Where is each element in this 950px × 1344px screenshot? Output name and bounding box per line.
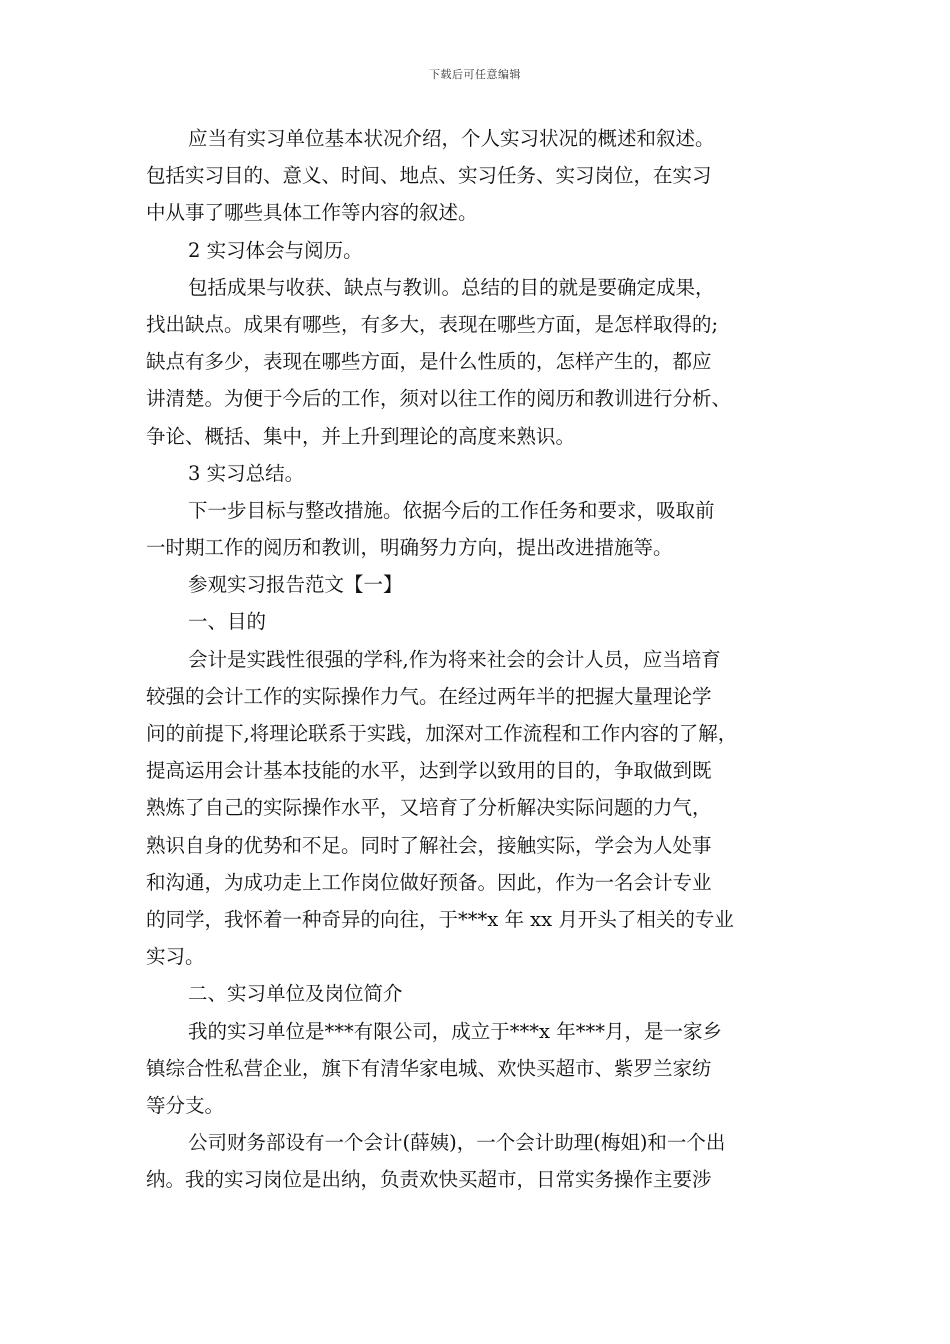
text-line: 缺点有多少，表现在哪些方面，是什么性质的，怎样产生的，都应 [146, 350, 712, 374]
text-line: 3 实习总结。 [188, 461, 305, 485]
text-line: 我的实习单位是***有限公司，成立于***x 年***月，是一家乡 [188, 1019, 722, 1043]
text-line: 的同学，我怀着一种奇异的向往，于***x 年 xx 月开头了相关的专业 [146, 907, 734, 931]
text-line: 讲清楚。为便于今后的工作，须对以往工作的阅历和教训进行分析、 [146, 387, 732, 411]
text-line: 熟炼了自己的实际操作水平，又培育了分析解决实际问题的力气， [146, 796, 712, 820]
text-line: 争论、概括、集中，并上升到理论的高度来熟识。 [146, 424, 576, 448]
text-line: 2 实习体会与阅历。 [188, 238, 363, 262]
text-line: 熟识自身的优势和不足。同时了解社会，接触实际，学会为人处事 [146, 833, 712, 857]
text-line: 提高运用会计基本技能的水平，达到学以致用的目的，争取做到既 [146, 759, 712, 783]
text-line: 下一步目标与整改措施。依据今后的工作任务和要求，吸取前 [188, 498, 715, 522]
text-line: 和沟通，为成功走上工作岗位做好预备。因此，作为一名会计专业 [146, 870, 712, 894]
text-line: 应当有实习单位基本状况介绍，个人实习状况的概述和叙述。 [188, 127, 715, 150]
text-line: 镇综合性私营企业，旗下有清华家电城、欢快买超市、紫罗兰家纺 [146, 1056, 712, 1080]
text-line: 包括实习目的、意义、时间、地点、实习任务、实习岗位，在实习 [146, 164, 712, 188]
text-line: 包括成果与收获、缺点与教训。总结的目的就是要确定成果， [188, 275, 715, 299]
text-line: 会计是实践性很强的学科,作为将来社会的会计人员，应当培育 [188, 647, 721, 671]
text-line: 等分支。 [146, 1093, 225, 1117]
text-line: 较强的会计工作的实际操作力气。在经过两年半的把握大量理论学 [146, 684, 712, 708]
text-line: 找出缺点。成果有哪些，有多大，表现在哪些方面，是怎样取得的; [146, 312, 719, 336]
text-line: 问的前提下,将理论联系于实践，加深对工作流程和工作内容的了解， [146, 722, 738, 745]
text-line: 中从事了哪些具体工作等内容的叙述。 [146, 201, 478, 225]
text-line: 参观实习报告范文【一】 [188, 573, 403, 597]
page-header-note: 下载后可任意编辑 [429, 68, 521, 81]
text-line: 纳。我的实习岗位是出纳，负责欢快买超市，日常实务操作主要涉 [146, 1168, 712, 1192]
text-line: 一、目的 [188, 610, 267, 634]
text-line: 一时期工作的阅历和教训，明确努力方向，提出改进措施等。 [146, 536, 673, 560]
text-line: 公司财务部设有一个会计(薛姨)，一个会计助理(梅姐)和一个出 [188, 1131, 726, 1155]
document-body [146, 120, 806, 1198]
text-line: 二、实习单位及岗位简介 [188, 982, 403, 1006]
text-line: 实习。 [146, 945, 205, 969]
